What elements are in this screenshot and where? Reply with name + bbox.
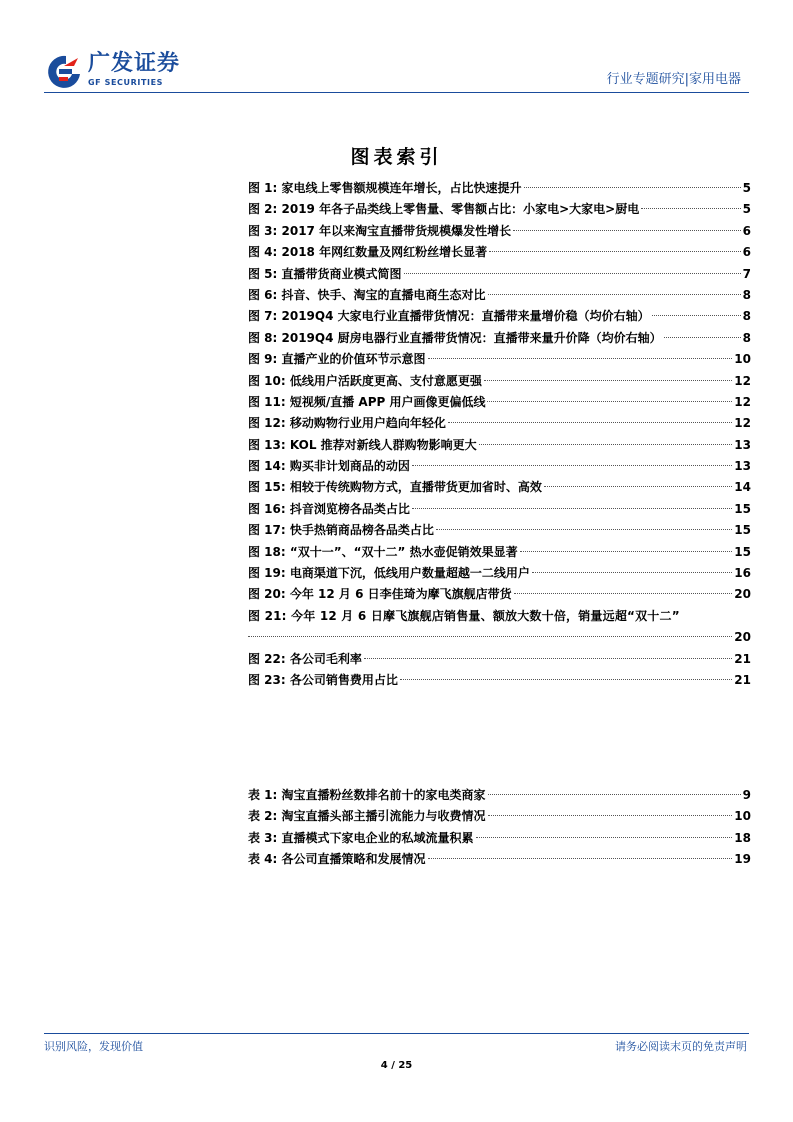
figure-page: 20 bbox=[734, 630, 751, 645]
figure-label: 图 17: 快手热销商品榜各品类占比 bbox=[248, 523, 434, 538]
figure-label: 图 8: 2019Q4 厨房电器行业直播带货情况：直播带来量升价降（均价右轴） bbox=[248, 330, 662, 345]
dot-leader bbox=[248, 636, 732, 637]
figure-page: 12 bbox=[734, 394, 751, 409]
figure-label: 图 10: 低线用户活跃度更高、支付意愿更强 bbox=[248, 373, 482, 388]
figure-entry[interactable] bbox=[248, 328, 751, 349]
table-page: 19 bbox=[734, 852, 751, 867]
figure-label: 图 19: 电商渠道下沉，低线用户数量超越一二线用户 bbox=[248, 566, 530, 581]
figure-page: 10 bbox=[734, 352, 751, 367]
figure-label: 图 1: 家电线上零售额规模连年增长，占比快速提升 bbox=[248, 181, 522, 195]
dot-leader bbox=[404, 273, 741, 274]
figure-entry[interactable] bbox=[248, 199, 751, 220]
figure-label: 图 6: 抖音、快手、淘宝的直播电商生态对比 bbox=[248, 287, 486, 302]
table-index bbox=[248, 785, 751, 871]
figure-page: 15 bbox=[734, 544, 751, 559]
figure-page: 12 bbox=[734, 373, 751, 388]
figure-entry[interactable] bbox=[248, 264, 751, 285]
figure-label: 图 7: 2019Q4 大家电行业直播带货情况：直播带来量增价稳（均价右轴） bbox=[248, 309, 650, 324]
figure-page: 21 bbox=[734, 651, 751, 666]
figure-page: 8 bbox=[742, 287, 751, 302]
footer-slogan: 识别风险，发现价值 bbox=[44, 1040, 143, 1053]
dot-leader bbox=[488, 815, 733, 816]
figure-page: 13 bbox=[734, 459, 751, 474]
dot-leader bbox=[476, 837, 733, 838]
table-entry[interactable] bbox=[248, 785, 751, 806]
dot-leader bbox=[641, 208, 740, 209]
figure-entry[interactable] bbox=[248, 371, 751, 392]
dot-leader bbox=[514, 593, 733, 594]
table-page: 9 bbox=[742, 788, 751, 802]
figure-entry[interactable] bbox=[248, 392, 751, 413]
figure-entry[interactable] bbox=[248, 584, 751, 605]
page-title: 图表索引 bbox=[350, 146, 443, 168]
figure-page: 16 bbox=[734, 566, 751, 581]
brand-name-cn: 广发证券 bbox=[88, 51, 181, 76]
figure-entry[interactable] bbox=[248, 178, 751, 199]
dot-leader bbox=[652, 315, 741, 316]
dot-leader bbox=[524, 187, 741, 188]
figure-label: 图 21: 今年 12 月 6 日摩飞旗舰店销售量、额放大数十倍，销量远超“双十二” bbox=[248, 608, 680, 623]
figure-label: 图 20: 今年 12 月 6 日李佳琦为摩飞旗舰店带货 bbox=[248, 587, 512, 602]
table-entry[interactable] bbox=[248, 828, 751, 849]
table-page: 10 bbox=[734, 809, 751, 824]
figure-page: 8 bbox=[742, 330, 751, 345]
dot-leader bbox=[448, 422, 732, 423]
figure-entry[interactable] bbox=[248, 520, 751, 541]
figure-entry[interactable] bbox=[248, 606, 751, 649]
figure-entry[interactable] bbox=[248, 413, 751, 434]
table-label: 表 4: 各公司直播策略和发展情况 bbox=[248, 852, 426, 867]
dot-leader bbox=[544, 486, 732, 487]
figure-page: 12 bbox=[734, 416, 751, 431]
figure-page: 15 bbox=[734, 501, 751, 516]
figure-page: 5 bbox=[742, 181, 751, 195]
dot-leader bbox=[484, 380, 732, 381]
table-page: 18 bbox=[734, 830, 751, 845]
figure-label: 图 4: 2018 年网红数量及网红粉丝增长显著 bbox=[248, 245, 488, 260]
figure-entry[interactable] bbox=[248, 435, 751, 456]
figure-label: 图 16: 抖音浏览榜各品类占比 bbox=[248, 501, 410, 516]
dot-leader bbox=[489, 251, 741, 252]
figure-label: 图 15: 相较于传统购物方式，直播带货更加省时、高效 bbox=[248, 480, 542, 495]
figure-label: 图 14: 购买非计划商品的动因 bbox=[248, 459, 410, 474]
dot-leader bbox=[488, 294, 741, 295]
figure-entry[interactable] bbox=[248, 285, 751, 306]
dot-leader bbox=[520, 551, 733, 552]
dot-leader bbox=[436, 529, 732, 530]
footer-disclaimer-note: 请务必阅读末页的免责声明 bbox=[615, 1040, 747, 1053]
figure-label: 图 3: 2017 年以来淘宝直播带货规模爆发性增长 bbox=[248, 223, 512, 238]
figure-entry[interactable] bbox=[248, 649, 751, 670]
figure-label: 图 23: 各公司销售费用占比 bbox=[248, 672, 398, 687]
figure-page: 7 bbox=[742, 266, 751, 281]
dot-leader bbox=[412, 508, 732, 509]
report-section: 行业专题研究|家用电器 bbox=[606, 72, 741, 87]
table-entry[interactable] bbox=[248, 849, 751, 870]
figure-index bbox=[248, 178, 751, 691]
figure-label: 图 12: 移动购物行业用户趋向年轻化 bbox=[248, 416, 446, 431]
table-label: 表 1: 淘宝直播粉丝数排名前十的家电类商家 bbox=[248, 788, 486, 802]
dot-leader bbox=[488, 794, 741, 795]
figure-label: 图 11: 短视频/直播 APP 用户画像更偏低线 bbox=[248, 394, 486, 409]
dot-leader bbox=[532, 572, 732, 573]
figure-label: 图 2: 2019 年各子品类线上零售量、零售额占比：小家电>大家电>厨电 bbox=[248, 202, 640, 217]
figure-page: 21 bbox=[734, 672, 751, 687]
figure-entry[interactable] bbox=[248, 349, 751, 370]
figure-page: 14 bbox=[734, 480, 751, 495]
figure-page: 20 bbox=[734, 587, 751, 602]
dot-leader bbox=[400, 679, 732, 680]
dot-leader bbox=[487, 401, 732, 402]
figure-label: 图 13: KOL 推荐对新线人群购物影响更大 bbox=[248, 437, 477, 452]
figure-page: 5 bbox=[742, 202, 751, 217]
page-number: 4 / 25 bbox=[380, 1060, 413, 1071]
table-label: 表 2: 淘宝直播头部主播引流能力与收费情况 bbox=[248, 809, 486, 824]
table-label: 表 3: 直播模式下家电企业的私域流量积累 bbox=[248, 830, 474, 845]
figure-page: 6 bbox=[742, 223, 751, 238]
dot-leader bbox=[479, 444, 733, 445]
figure-entry[interactable] bbox=[248, 242, 751, 263]
figure-entry[interactable] bbox=[248, 477, 751, 498]
figure-entry[interactable] bbox=[248, 670, 751, 691]
dot-leader bbox=[412, 465, 732, 466]
figure-page: 8 bbox=[742, 309, 751, 324]
gf-logo bbox=[44, 52, 84, 92]
figure-page: 6 bbox=[742, 245, 751, 260]
figure-label: 图 22: 各公司毛利率 bbox=[248, 651, 362, 666]
figure-page: 13 bbox=[734, 437, 751, 452]
figure-entry[interactable] bbox=[248, 563, 751, 584]
figure-label: 图 9: 直播产业的价值环节示意图 bbox=[248, 352, 426, 367]
figure-page: 15 bbox=[734, 523, 751, 538]
table-entry[interactable] bbox=[248, 806, 751, 827]
dot-leader bbox=[428, 358, 733, 359]
brand-name-en: GF SECURITIES bbox=[88, 78, 164, 87]
dot-leader bbox=[513, 230, 741, 231]
figure-entry[interactable] bbox=[248, 499, 751, 520]
footer-divider bbox=[44, 1033, 749, 1034]
figure-entry[interactable] bbox=[248, 306, 751, 327]
dot-leader bbox=[664, 337, 741, 338]
dot-leader bbox=[364, 658, 732, 659]
figure-entry[interactable] bbox=[248, 542, 751, 563]
figure-label: 图 5: 直播带货商业模式简图 bbox=[248, 266, 402, 281]
dot-leader bbox=[428, 858, 733, 859]
figure-label: 图 18: “双十一”、“双十二” 热水壶促销效果显著 bbox=[248, 544, 518, 559]
figure-entry[interactable] bbox=[248, 456, 751, 477]
figure-entry[interactable] bbox=[248, 221, 751, 242]
header-divider bbox=[44, 92, 749, 93]
